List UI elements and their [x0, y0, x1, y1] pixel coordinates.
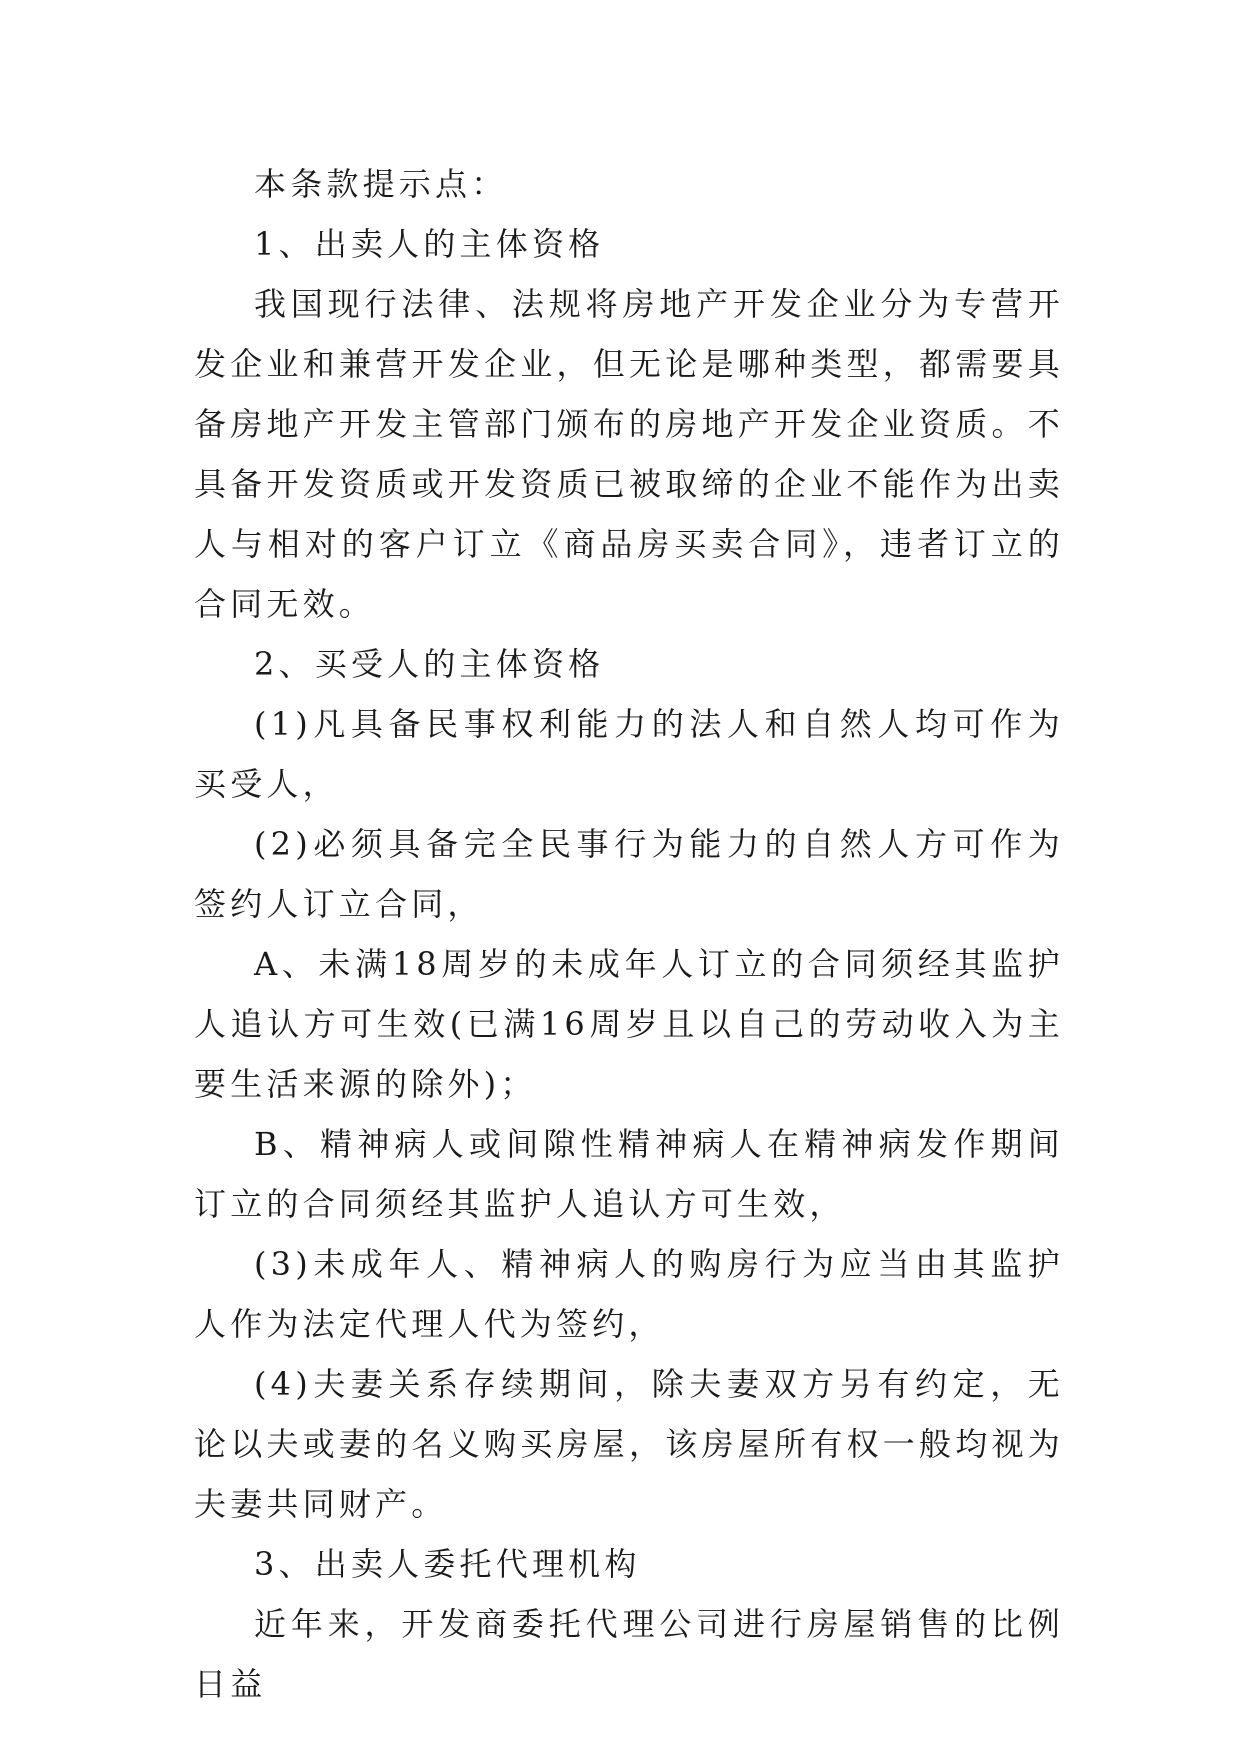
paragraph-prompt-heading: 本条款提示点：	[254, 165, 508, 203]
document-body	[194, 154, 1064, 1714]
paragraph-item-2: (2)必须具备完全民事行为能力的自然人方可作为签约人订立合同，	[194, 825, 1064, 923]
paragraph-agency-body: 近年来，开发商委托代理公司进行房屋销售的比例日益	[194, 1605, 1064, 1703]
paragraph-seller-qualification-body: 我国现行法律、法规将房地产开发企业分为专营开发企业和兼营开发企业，但无论是哪种类型，都需要具备房地产开发主管部门颁布的房地产开发企业资质。不具备开发资质或开发资质已被取缔的企业不能作为出卖人与相对的客户订立《商品房买卖合同》，违者订立的合同无效。	[194, 285, 1064, 623]
paragraph-item-3: (3)未成年人、精神病人的购房行为应当由其监护人作为法定代理人代为签约，	[194, 1245, 1064, 1343]
paragraph-buyer-qualification-heading: 2、买受人的主体资格	[254, 645, 605, 683]
paragraph-agency-heading: 3、出卖人委托代理机构	[254, 1545, 641, 1583]
paragraph-item-a: A、未满18周岁的未成年人订立的合同须经其监护人追认方可生效(已满16周岁且以自己的劳动收入为主要生活来源的除外)；	[194, 945, 1064, 1103]
paragraph-item-4: (4)夫妻关系存续期间，除夫妻双方另有约定，无论以夫或妻的名义购买房屋，该房屋所有权一般均视为夫妻共同财产。	[194, 1365, 1064, 1523]
paragraph-item-b: B、精神病人或间隙性精神病人在精神病发作期间订立的合同须经其监护人追认方可生效，	[194, 1125, 1064, 1223]
paragraph-item-1: (1)凡具备民事权利能力的法人和自然人均可作为买受人，	[194, 705, 1064, 803]
paragraph-seller-qualification-heading: 1、出卖人的主体资格	[254, 225, 605, 263]
